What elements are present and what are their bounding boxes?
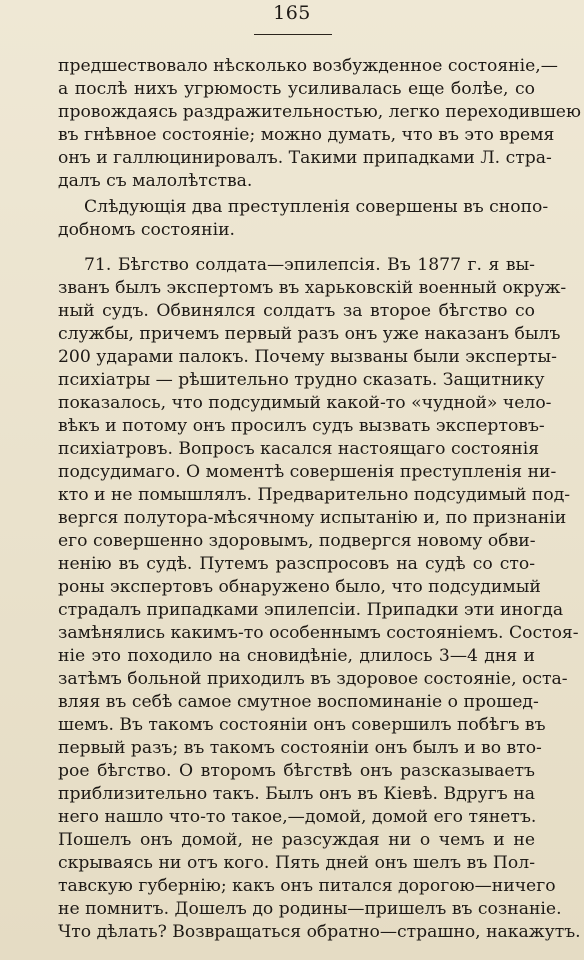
- text-line: Что дѣлать? Возвращаться обратно—страшно, накажутъ.: [58, 922, 581, 942]
- text-line: ненiю въ судѣ. Путемъ разспросовъ на судѣ со сто-: [58, 554, 535, 574]
- text-line: вляя въ себѣ самое смутное воспоминанiе о прошед-: [58, 692, 539, 712]
- text-line: службы, причемъ первый разъ онъ уже наказанъ былъ: [58, 324, 561, 344]
- text-line: предшествовало нѣсколько возбужденное состоянiе,—: [58, 56, 558, 76]
- text-line: его совершенно здоровымъ, подвергся новому обви-: [58, 531, 536, 551]
- text-line: вергся полутора-мѣсячному испытанiю и, по признанiи: [58, 508, 567, 528]
- text-line: не помнитъ. Дошелъ до родины—пришелъ въ сознанiе.: [58, 899, 562, 919]
- text-line: званъ былъ экспертомъ въ харьковскiй военный окруж-: [58, 278, 567, 298]
- text-line: добномъ состоянiи.: [58, 220, 236, 240]
- page-number: 165: [273, 2, 311, 24]
- text-line: приблизительно такъ. Былъ онъ въ Кiевѣ. Вдругъ на: [58, 784, 535, 804]
- text-line: въ гнѣвное состоянiе; можно думать, что въ это время: [58, 125, 555, 145]
- text-line: замѣнялись какимъ-то особеннымъ состоянiемъ. Состоя-: [58, 623, 579, 643]
- text-line: первый разъ; въ такомъ состоянiи онъ былъ и во вто-: [58, 738, 542, 758]
- text-line: показалось, что подсудимый какой-то «чудной» чело-: [58, 393, 552, 413]
- text-line: нiе это походило на сновидѣнiе, длилось 3—4 дня и: [58, 646, 535, 666]
- text-line: него нашло что-то такое,—домой, домой его тянетъ.: [58, 807, 537, 827]
- text-line: тавскую губернiю; какъ онъ питался дорогою—ничего: [58, 876, 556, 896]
- text-line: далъ съ малолѣтства.: [58, 171, 253, 191]
- text-line: психiатры — рѣшительно трудно сказать. Защитнику: [58, 370, 545, 390]
- text-line: шемъ. Въ такомъ состоянiи онъ совершилъ побѣгъ въ: [58, 715, 546, 735]
- text-line: а послѣ нихъ угрюмость усиливалась еще болѣе, со: [58, 79, 535, 99]
- text-line: 200 ударами палокъ. Почему вызваны были эксперты-: [58, 347, 557, 367]
- text-line: рое бѣгство. О второмъ бѣгствѣ онъ разсказываетъ: [58, 761, 535, 781]
- text-line: психiатровъ. Вопросъ касался настоящаго состоянiя: [58, 439, 540, 459]
- text-line: Слѣдующiя два преступленiя совершены въ снопо-: [84, 197, 549, 217]
- text-line: подсудимаго. О моментѣ совершенiя преступленiя ни-: [58, 462, 557, 482]
- text-line: провождаясь раздражительностью, легко переходившею: [58, 102, 581, 122]
- text-line: затѣмъ больной приходилъ въ здоровое состоянiе, оста-: [58, 669, 568, 689]
- text-line: роны экспертовъ обнаружено было, что подсудимый: [58, 577, 541, 597]
- text-line: скрываясь ни отъ кого. Пять дней онъ шелъ въ Пол-: [58, 853, 535, 873]
- text-line: страдалъ припадками эпилепсiи. Припадки эти иногда: [58, 600, 564, 620]
- text-line: онъ и галлюцинировалъ. Такими припадками Л. стра-: [58, 148, 552, 168]
- section-heading-line: 71. Бѣгство солдата—эпилепсiя. Въ 1877 г. я вы-: [84, 255, 535, 275]
- text-line: Пошелъ онъ домой, не разсуждая ни о чемъ и не: [58, 830, 535, 850]
- text-line: кто и не помышлялъ. Предварительно подсудимый под-: [58, 485, 571, 505]
- text-line: ный судъ. Обвинялся солдатъ за второе бѣгство со: [58, 301, 535, 321]
- text-line: вѣкъ и потому онъ просилъ судъ вызвать экспертовъ-: [58, 416, 545, 436]
